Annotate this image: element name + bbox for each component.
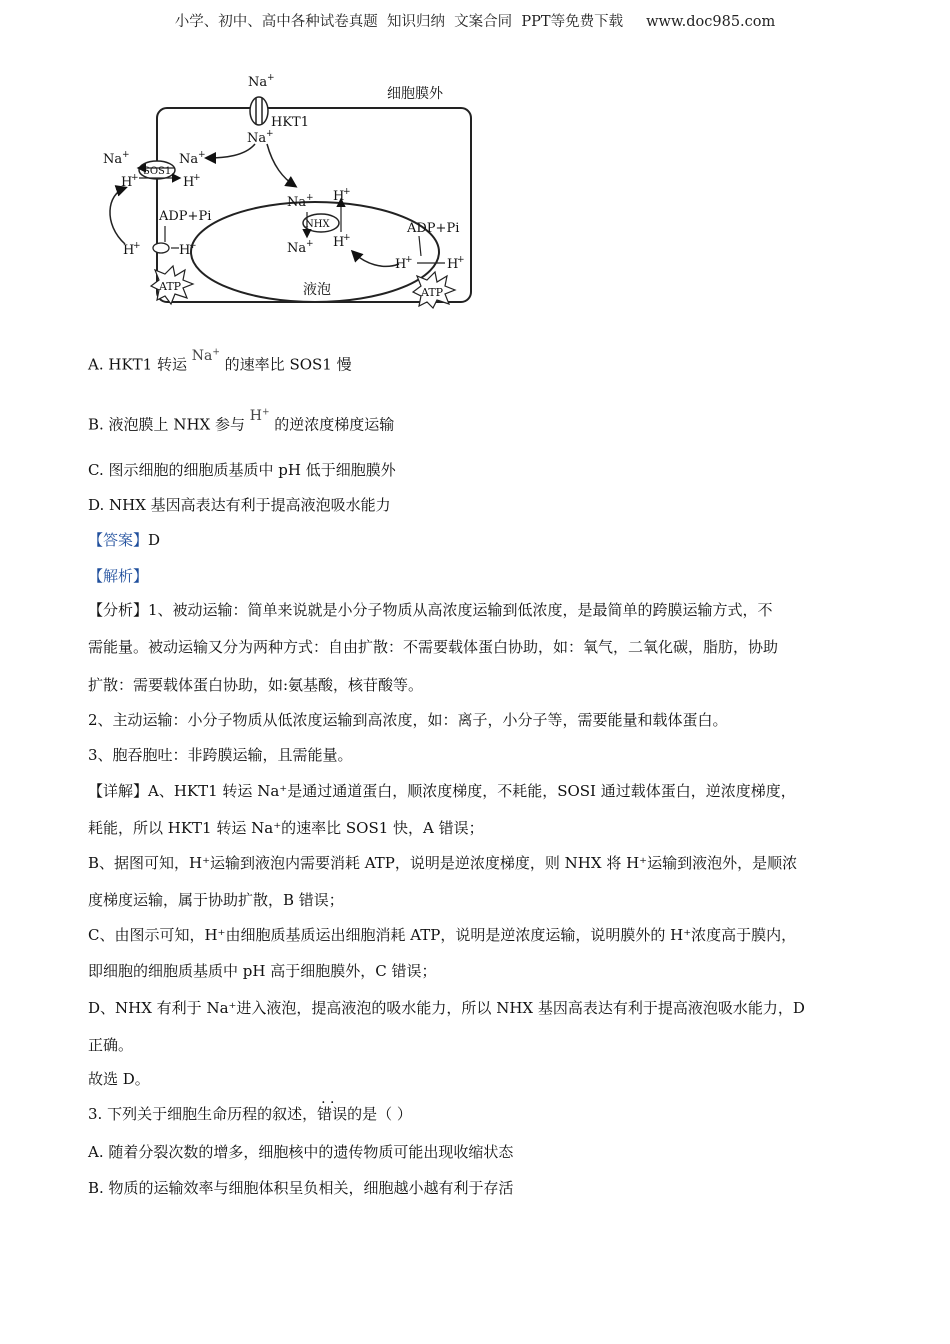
q2-option-c: C. 图示细胞的细胞质基质中 pH 低于细胞膜外 <box>88 461 396 479</box>
svg-text:ATP: ATP <box>159 280 182 293</box>
svg-text:Na: Na <box>248 75 268 90</box>
q3-stem: 3. 下列关于细胞生命历程的叙述，· · 错误的是（ ） <box>88 1104 412 1124</box>
svg-text:Na: Na <box>287 195 307 210</box>
q2-option-d: D. NHX 基因高表达有利于提高液泡吸水能力 <box>88 496 391 514</box>
analysis-label: 【解析】 <box>88 567 149 585</box>
q3-option-a: A. 随着分裂次数的增多，细胞核中的遗传物质可能出现收缩状态 <box>88 1143 514 1161</box>
detail-line-5: C、由图示可知，H⁺由细胞质基质运出细胞消耗 ATP，说明是逆浓度运输，说明膜外的 H⁺浓度高于膜内， <box>88 926 797 944</box>
svg-text:+: + <box>133 241 141 251</box>
svg-text:H: H <box>183 175 195 190</box>
ion-transport-diagram <box>95 74 485 310</box>
svg-text:ADP+Pi: ADP+Pi <box>159 209 212 224</box>
svg-text:+: + <box>267 74 275 83</box>
detail-line-3: B、据图可知，H⁺运输到液泡内需要消耗 ATP，说明是逆浓度梯度，则 NHX 将 H⁺运输到液泡外，是顺浓 <box>88 854 798 872</box>
h-pump-plasma <box>153 243 169 253</box>
detail-line-7: D、NHX 有利于 Na⁺进入液泡，提高液泡的吸水能力，所以 NHX 基因高表达有利于提高液泡吸水能力，D <box>88 999 805 1017</box>
analysis-line-4: 2、主动运输：小分子物质从低浓度运输到高浓度，如：离子，小分子等，需要能量和载体蛋白。 <box>88 711 728 729</box>
svg-text:H: H <box>447 257 459 272</box>
detail-line-4: 度梯度运输，属于协助扩散，B 错误； <box>88 891 344 909</box>
svg-text:H: H <box>123 243 135 258</box>
answer-line: 【答案】D <box>88 531 161 549</box>
svg-text:Na: Na <box>103 152 123 167</box>
analysis-line-2: 需能量。被动运输又分为两种方式：自由扩散：不需要载体蛋白协助，如：氧气，二氧化碳，脂肪，协助 <box>88 638 779 656</box>
svg-text:Na: Na <box>179 152 199 167</box>
svg-text:Na: Na <box>247 131 267 146</box>
svg-text:SOS1: SOS1 <box>143 166 172 177</box>
svg-text:+: + <box>189 241 197 251</box>
svg-text:H: H <box>179 243 191 258</box>
detail-line-1: 【详解】A、HKT1 转运 Na⁺是通过通道蛋白，顺浓度梯度，不耗能，SOSI 通过载体蛋白，逆浓度梯度， <box>88 782 796 800</box>
svg-text:HKT1: HKT1 <box>271 115 309 130</box>
q2-option-a: A. HKT1 转运 Na+ 的速率比 SOS1 慢 <box>88 347 352 374</box>
analysis-line-1: 【分析】1、被动运输：简单来说就是小分子物质从高浓度运输到低浓度，是最简单的跨膜运输方式，不 <box>88 601 773 619</box>
svg-text:ATP: ATP <box>421 286 444 299</box>
emphasis-word: · · 错误 <box>317 1105 347 1123</box>
svg-text:+: + <box>306 193 314 203</box>
outside-label: 细胞膜外 <box>387 86 443 102</box>
svg-text:H: H <box>333 189 345 204</box>
analysis-line-5: 3、胞吞胞吐：非跨膜运输，且需能量。 <box>88 746 353 764</box>
svg-text:+: + <box>193 173 201 183</box>
svg-text:+: + <box>457 255 465 265</box>
detail-line-6: 即细胞的细胞质基质中 pH 高于细胞膜外，C 错误； <box>88 962 437 980</box>
svg-text:+: + <box>343 233 351 243</box>
cell-membrane <box>157 108 471 302</box>
q2-option-b: B. 液泡膜上 NHX 参与 H+ 的逆浓度梯度运输 <box>88 407 395 434</box>
page-header: 小学、初中、高中各种试卷真题 知识归纳 文案合同 PPT等免费下载 www.doc985.com <box>174 14 776 30</box>
analysis-line-3: 扩散：需要载体蛋白协助，如:氨基酸，核苷酸等。 <box>88 676 424 694</box>
svg-text:+: + <box>198 150 206 160</box>
q3-option-b: B. 物质的运输效率与细胞体积呈负相关，细胞越小越有利于存活 <box>88 1179 514 1197</box>
svg-text:+: + <box>405 255 413 265</box>
detail-line-2: 耗能，所以 HKT1 转运 Na⁺的速率比 SOS1 快，A 错误； <box>88 819 484 837</box>
svg-text:+: + <box>131 173 139 183</box>
svg-text:H: H <box>395 257 407 272</box>
detail-line-8: 正确。 <box>88 1036 134 1054</box>
detail-line-9: 故选 D。 <box>88 1070 150 1088</box>
hkt1-channel <box>250 97 268 125</box>
svg-text:Na: Na <box>287 241 307 256</box>
svg-text:+: + <box>266 129 274 139</box>
svg-text:+: + <box>343 187 351 197</box>
svg-text:H: H <box>333 235 345 250</box>
vacuole-label: 液泡 <box>303 282 331 298</box>
svg-text:ADP+Pi: ADP+Pi <box>407 221 460 236</box>
svg-text:NHX: NHX <box>305 219 330 230</box>
svg-text:+: + <box>306 239 314 249</box>
svg-text:H: H <box>121 175 133 190</box>
svg-text:+: + <box>122 150 130 160</box>
